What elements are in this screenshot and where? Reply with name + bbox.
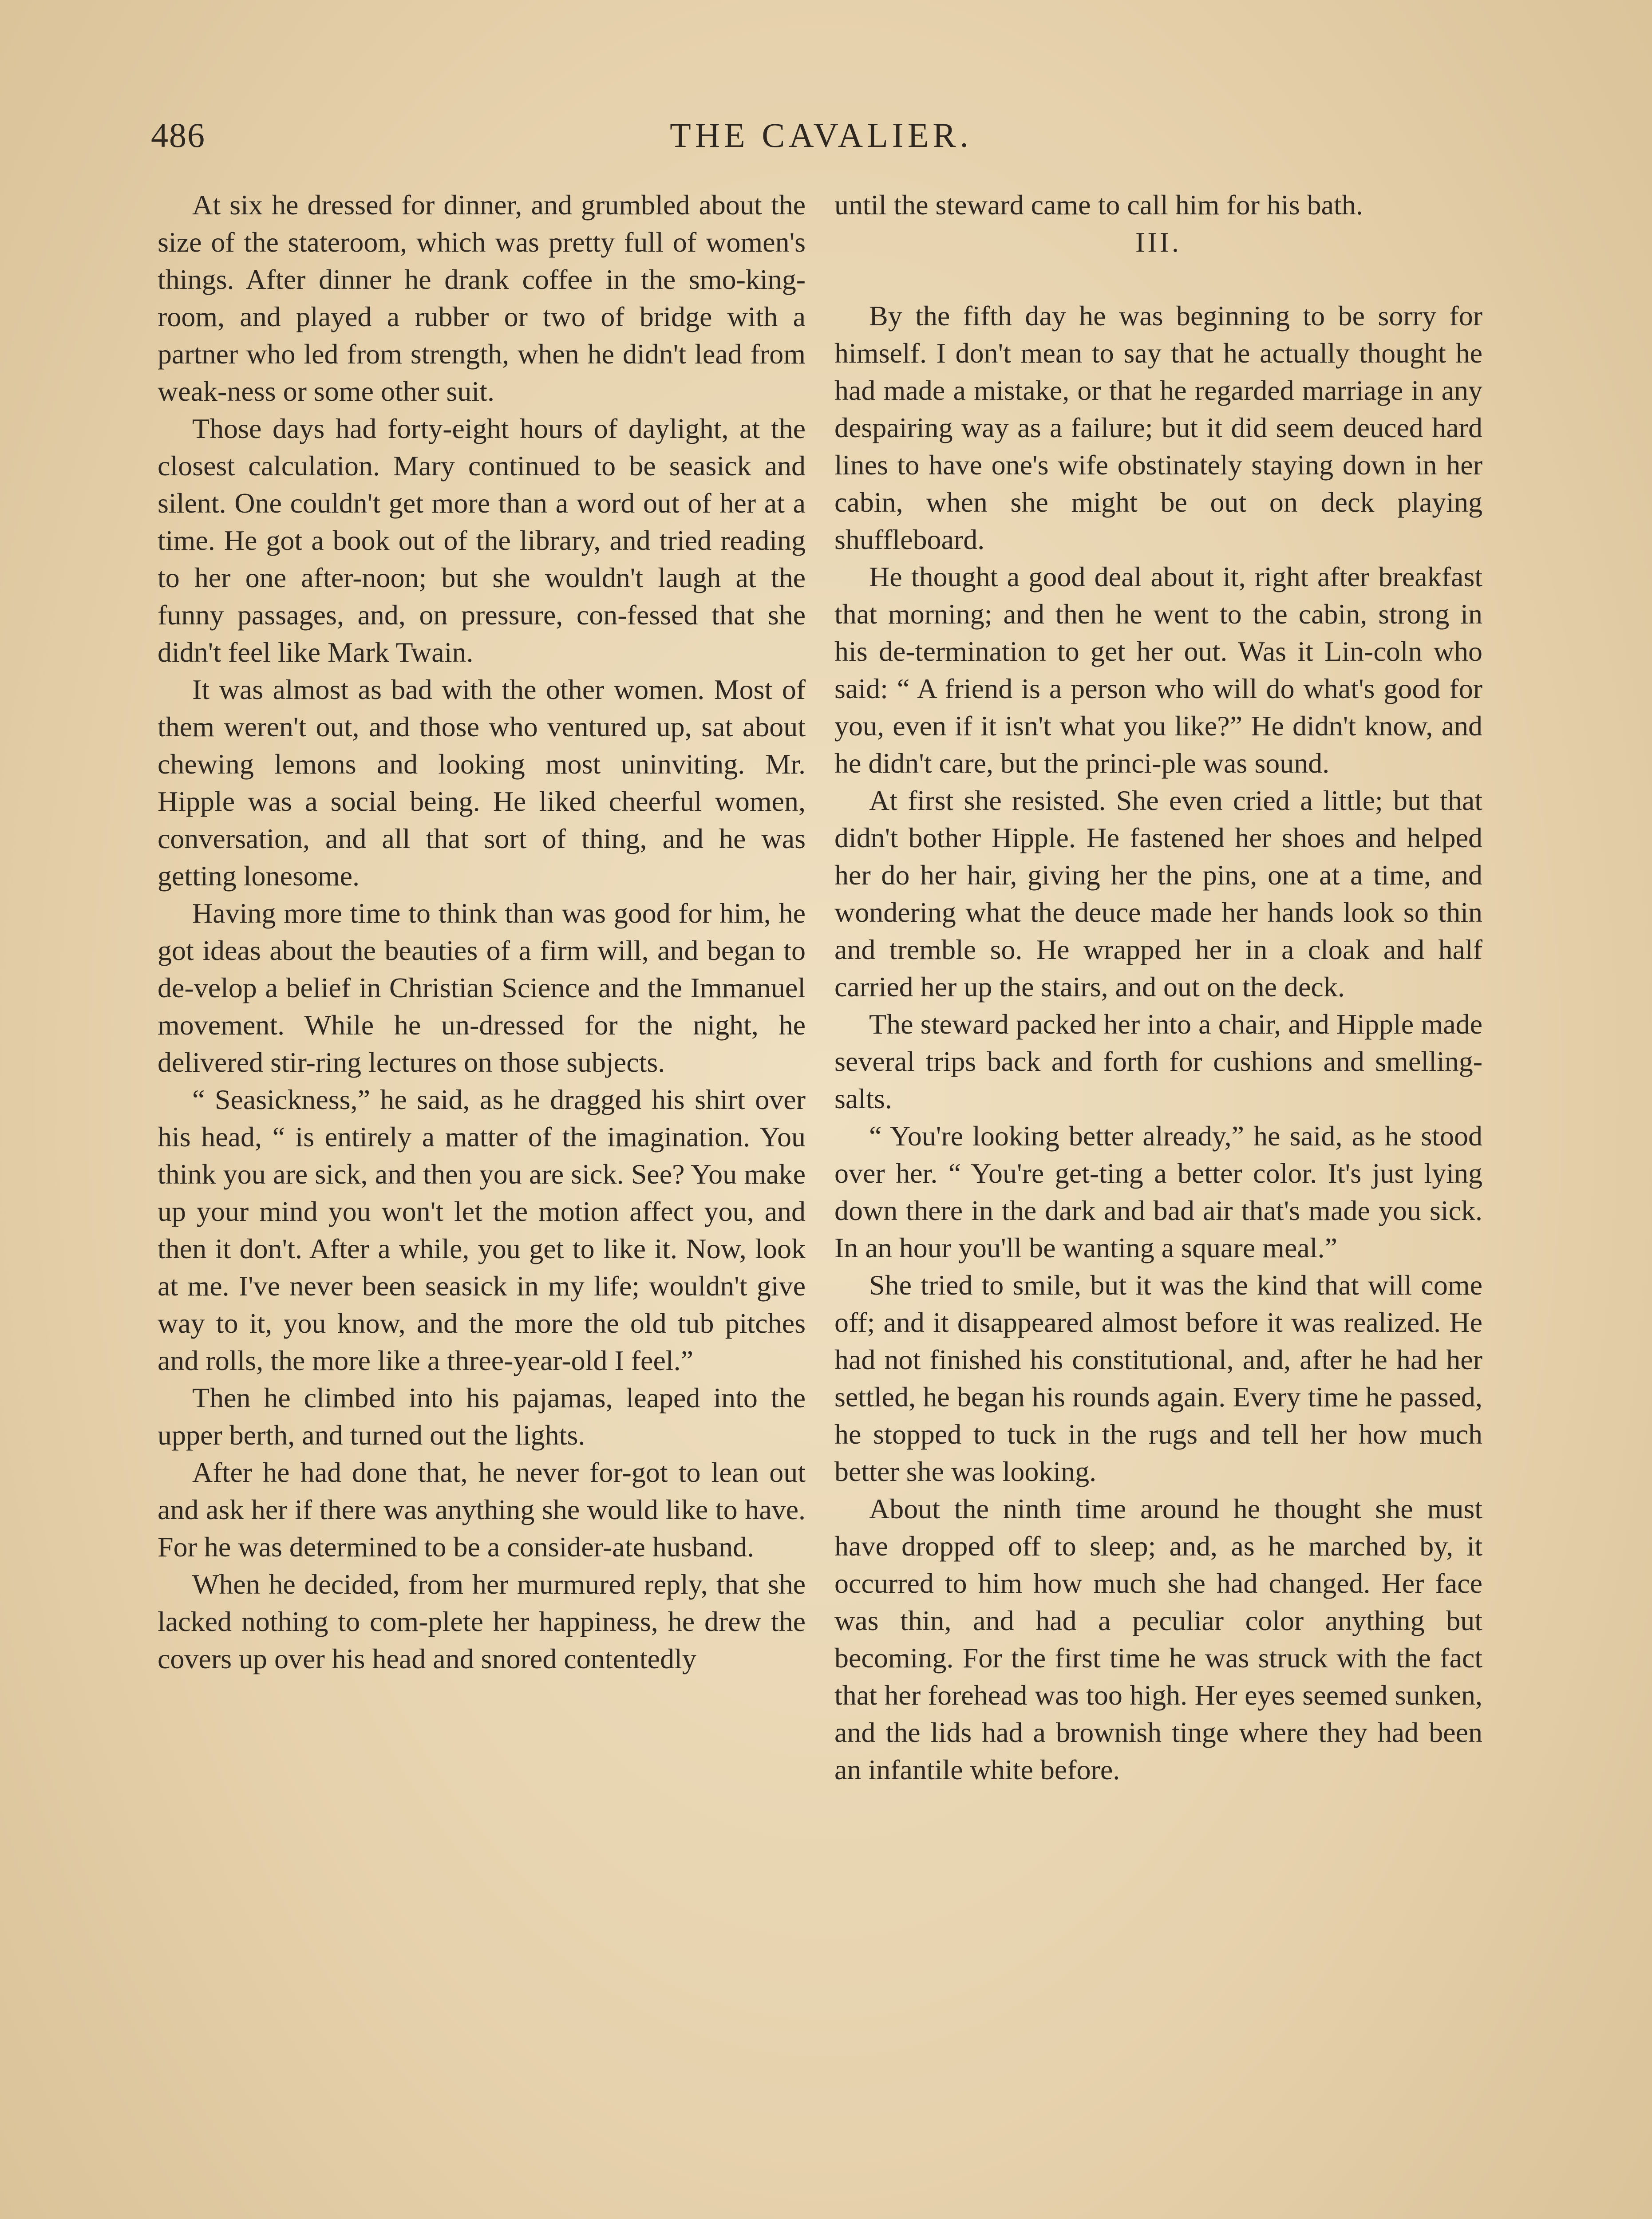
section-heading: III. [1135, 226, 1182, 258]
page-header [151, 111, 1491, 160]
paragraph: When he decided, from her murmured reply, that she lacked nothing to com-plete her happiness, he drew the covers up over his head and snored contentedly [158, 1568, 806, 1674]
paragraph: At first she resisted. She even cried a little; but that didn't bother Hipple. He fastened her shoes and helped her do her hair, giving her the pins, one at a time, and wondering what the deuce made her hands look so thin and tremble so. He wrapped her in a cloak and half carried her up the stairs, and out on the deck. [834, 785, 1482, 1003]
left-column [158, 186, 806, 2219]
paragraph: It was almost as bad with the other women. Most of them weren't out, and those who ventured up, sat about chewing lemons and looking most uninviting. Mr. Hipple was a social being. He liked cheerful women, conversation, and all that sort of thing, and he was getting lonesome. [158, 674, 806, 892]
paragraph: Having more time to think than was good for him, he got ideas about the beauties of a firm will, and began to de-velop a belief in Christian Science and the Immanuel movement. While he un-dressed for the night, he delivered stir-ring lectures on those subjects. [158, 897, 806, 1078]
paragraph: “ You're looking better already,” he said, as he stood over her. “ You're get-ting a better color. It's just lying down there in the dark and bad air that's made you sick. In an hour you'll be wanting a square meal.” [834, 1120, 1482, 1263]
paragraph: By the fifth day he was beginning to be sorry for himself. I don't mean to say that he actually thought he had made a mistake, or that he regarded marriage in any despairing way as a failure; but it did seem deuced hard lines to have one's wife obstinately staying down in her cabin, when she might be out on deck playing shuffleboard. [834, 300, 1482, 555]
continued-paragraph: until the steward came to call him for his bath. [834, 189, 1363, 221]
page-number: 486 [151, 116, 206, 154]
paragraph: After he had done that, he never for-got to lean out and ask her if there was anything she would like to have. For he was determined to be a consider-ate husband. [158, 1457, 806, 1563]
paragraph: Then he climbed into his pajamas, leaped into the upper berth, and turned out the lights. [158, 1382, 806, 1451]
paragraph: He thought a good deal about it, right after breakfast that morning; and then he went to the cabin, strong in his de-termination to get her out. Was it Lin-coln who said: “ A friend is a person who will do what's good for you, even if it isn't what you like?” He didn't know, and he didn't care, but the princi-ple was sound. [834, 561, 1482, 779]
paragraph: “ Seasickness,” he said, as he dragged his shirt over his head, “ is entirely a matter of the imagination. You think you are sick, and then you are sick. See? You make up your mind you won't let the motion affect you, and then it don't. After a while, you get to like it. Now, look at me. I've never been seasick in my life; wouldn't give way to it, you know, and the more the old tub pitches and rolls, the more like a three-year-old I feel.” [158, 1084, 806, 1376]
paragraph: The steward packed her into a chair, and Hipple made several trips back and forth for cushions and smelling-salts. [834, 1008, 1482, 1114]
running-title: THE CAVALIER. [670, 116, 972, 154]
paragraph: Those days had forty-eight hours of daylight, at the closest calculation. Mary continued to be seasick and silent. One couldn't get more than a word out of her at a time. He got a book out of the library, and tried reading to her one after-noon; but she wouldn't laugh at the funny passages, and, on pressure, con-fessed that she didn't feel like Mark Twain. [158, 413, 806, 668]
paragraph: At six he dressed for dinner, and grumbled about the size of the stateroom, which was pretty full of women's things. After dinner he drank coffee in the smo-king-room, and played a rubber or two of bridge with a partner who led from strength, when he didn't lead from weak-ness or some other suit. [158, 189, 806, 407]
paragraph: About the ninth time around he thought she must have dropped off to sleep; and, as he marched by, it occurred to him how much she had changed. Her face was thin, and had a peculiar color anything but becoming. For the first time he was struck with the fact that her forehead was too high. Her eyes seemed sunken, and the lids had a brownish tinge where they had been an infantile white before. [834, 1493, 1482, 1785]
right-column [834, 186, 1482, 2219]
paragraph: She tried to smile, but it was the kind that will come off; and it disappeared almost before it was realized. He had not finished his constitutional, and, after he had her settled, he began his rounds again. Every time he passed, he stopped to tuck in the rugs and tell her how much better she was looking. [834, 1269, 1482, 1487]
